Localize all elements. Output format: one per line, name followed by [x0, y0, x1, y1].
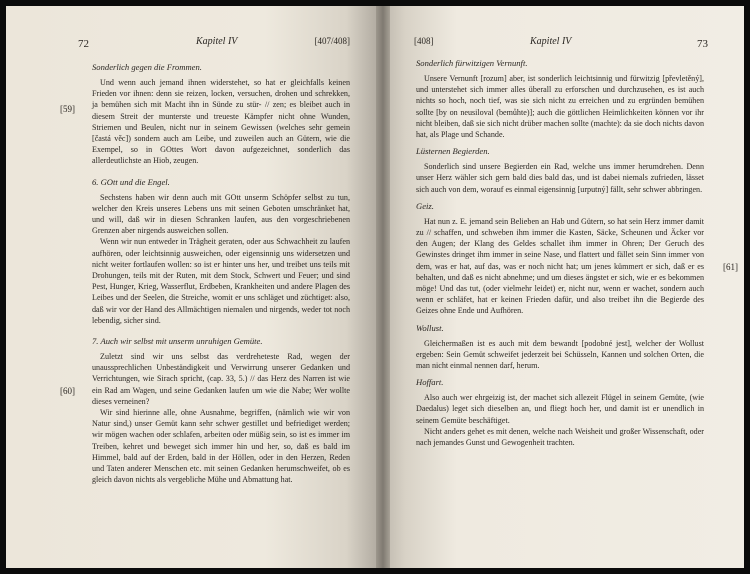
paragraph: Wenn wir nun entweder in Trägheit geraten, oder aus Schwachheit zu laufen aufhören, oder leichtsinnig ausweichen, oder eigensinnig uns widersetzen und nicht weiter fortlaufen wollen: so ist er hinter uns her, und treibet uns teils mit Drohungen, teils mit der Ruten, mit dem Stock, Schwert und Feuer; und sind Pest, Hunger, Krieg, Wasserflut, Erdbeben, Krankheiten und andere Plagen des Leibes und der Seelen, die Streiche, womit er uns schläget und züchtiget: also, daß wir vor der Hand des Allmächtigen niemalen und nirgends, weder tot noch lebendig, sicher sind.	[92, 237, 350, 325]
paragraph: Wir sind hierinne alle, ohne Ausnahme, begriffen, (nämlich wie wir von Natur sind,) unser Gemüt kann sehr schwer gestillet und befriediget werden; wir mögen wachen oder schlafen, arbeiten oder müßig sein, so ist es immer im Treiben, kehret und beweget sich immer hin und her, so, daß es bald im Himmel, bald auf der Erden, bald in der Höllen, oder in den Herzen, Reden und Taten anderer Menschen etc. mit seinen Gedanken herumschweifet, ob es gleich davon nichts als vergebliche Mühe und Abmattung hat.	[92, 408, 350, 485]
margin-ref-59: [59]	[60, 104, 75, 114]
margin-ref-60: [60]	[60, 386, 75, 396]
section-heading: 6. GOtt und die Engel.	[92, 176, 170, 187]
paragraph: Nicht anders gehet es mit denen, welche nach Weisheit und großer Wissenschaft, oder nach jemandes Gunst und Gewogenheit trachten.	[416, 426, 704, 448]
right-page-ref: [408]	[414, 36, 434, 46]
paragraph: Also auch wer ehrgeizig ist, der machet sich allezeit Flügel in seinem Gemüte, (wie Daedalus) leget sich dieselben an, und fliegt hoch her, und damit ist er unendlich in seinem Gemüte beschäftiget.	[416, 393, 704, 425]
paragraph: Und wenn auch jemand ihnen widerstehet, so hat er gleichfalls keinen Frieden vor ihnen: denn sie reizen, locken, versuchen, drohen und schrekken, ja bemühen sich mit Macht ihn in Sünde zu stür- // zen; es bleibet auch in diesem Streit der munterste und treueste Kämpfer nicht ohne Wunden, Striemen und Beulen, nicht nur in seinem Gewissen (welches sehr gemein [častá věc]) sondern auch am Leibe, und zuweilen auch an Gütern, wie die Exempel, so in GOttes Wort davon aufgezeichnet, sonderlich das allerdeutlichste an Hiob, zeugen.	[92, 78, 350, 166]
open-book	[6, 6, 744, 568]
right-running-title: Kapitel IV	[530, 36, 572, 47]
paragraph: Unsere Vernunft [rozum] aber, ist sonderlich leichtsinnig und fürwitzig [převletěný], und unterstehet sich immer alles überall zu erforschen und durchzusehen, es ist auch nichts so hoch, noch tief, was sie sich nicht zu erreichen und zu ergründen bemühen sollte [by on neusiloval (bemůhte)]; auch die göttlichen Heimlichkeiten können vor ihr nicht bleiben, daß sie sich nicht drüber machen sollte (machte): da sie doch nichts davon hat, als Plage und Schande.	[416, 74, 704, 140]
paragraph: Zuletzt sind wir uns selbst das verdreheteste Rad, wegen der unaussprechlichen Unbeständigkeit und Verwirrung unserer Gedanken und Verrichtungen, wie Sirach spricht, (cap. 33, 5.) // das Herz des Narren ist wie ein Rad am Wagen, und seine Gedanken laufen um wie die Nabe; Wer wollte dieses verneinen?	[92, 352, 350, 406]
right-page	[376, 6, 744, 568]
section-heading: Sonderlich gegen die Frommen.	[92, 62, 202, 72]
right-page-number: 73	[697, 38, 708, 50]
left-body	[92, 62, 350, 486]
left-page-ref: [407/408]	[314, 36, 350, 46]
section-heading: Wollust.	[416, 322, 444, 333]
section-heading: Lüsternen Begierden.	[416, 146, 490, 157]
left-running-title: Kapitel IV	[196, 36, 238, 47]
left-page	[6, 6, 376, 568]
right-running-head	[414, 36, 708, 50]
paragraph: Hat nun z. E. jemand sein Belieben an Hab und Gütern, so hat sein Herz immer damit zu // schaffen, und schweben ihm immer die Kasten, Säcke, Scheunen und Äcker vor den Augen; der Klang des Geldes schallet ihm immer in Ohren; Der Geruch des Gewinstes dringet ihm immer in seine Nase, und flattert und fället sein Sinn immer von dem, was er hat, auf das, was er noch nicht hat; um jenes kümmert er sich, daß er es behalten, und daß es nicht abnehme; und um dieses ängstet er sich, wie er es bekommen möge! Und das tut, (oder vielmehr leidet) er, nicht nur, wenn er wachet, sondern auch wenn er schläfet, hat er keinen Frieden dafür, und also treibet ihn die Begierde des Geizes ohne Ende und Aufhören.	[416, 216, 704, 316]
margin-ref-61: [61]	[723, 262, 738, 272]
left-page-number: 72	[78, 38, 89, 50]
paragraph: Gleichermaßen ist es auch mit dem bewandt [podobné jest], welcher der Wollust ergeben: Sein Gemüt schweifet jederzeit bei Schüsseln, Kannen und solchen Orten, die man nicht einmal nennen darf, herum.	[416, 338, 704, 371]
section-heading: Hoffart.	[416, 377, 444, 388]
left-running-head	[78, 36, 362, 50]
paragraph: Sonderlich sind unsere Begierden ein Rad, welche uns immer herumdrehen. Denn unser Herz wähler sich gern bald dies bald das, und ist dabei niemals zufrieden, lässet sich auch von dem, worauf es einmal eigensinnig [urputný] fällt, sehr schwer abbringen.	[416, 162, 704, 194]
right-body	[416, 58, 704, 448]
section-heading: 7. Auch wir selbst mit unserm unruhigen Gemüte.	[92, 336, 263, 347]
book-gutter	[376, 6, 390, 568]
section-heading: Sonderlich fürwitzigen Vernunft.	[416, 58, 528, 68]
paragraph: Sechstens haben wir denn auch mit GOtt unserm Schöpfer selbst zu tun, welcher den Kreis unseres Lebens uns mit seinen Geboten umschränket hat, und will, daß wir in diesen Schranken laufen, aus den vorgeschriebenen Grenzen aber nirgends ausweichen sollen.	[92, 192, 350, 236]
section-heading: Geiz.	[416, 200, 434, 211]
